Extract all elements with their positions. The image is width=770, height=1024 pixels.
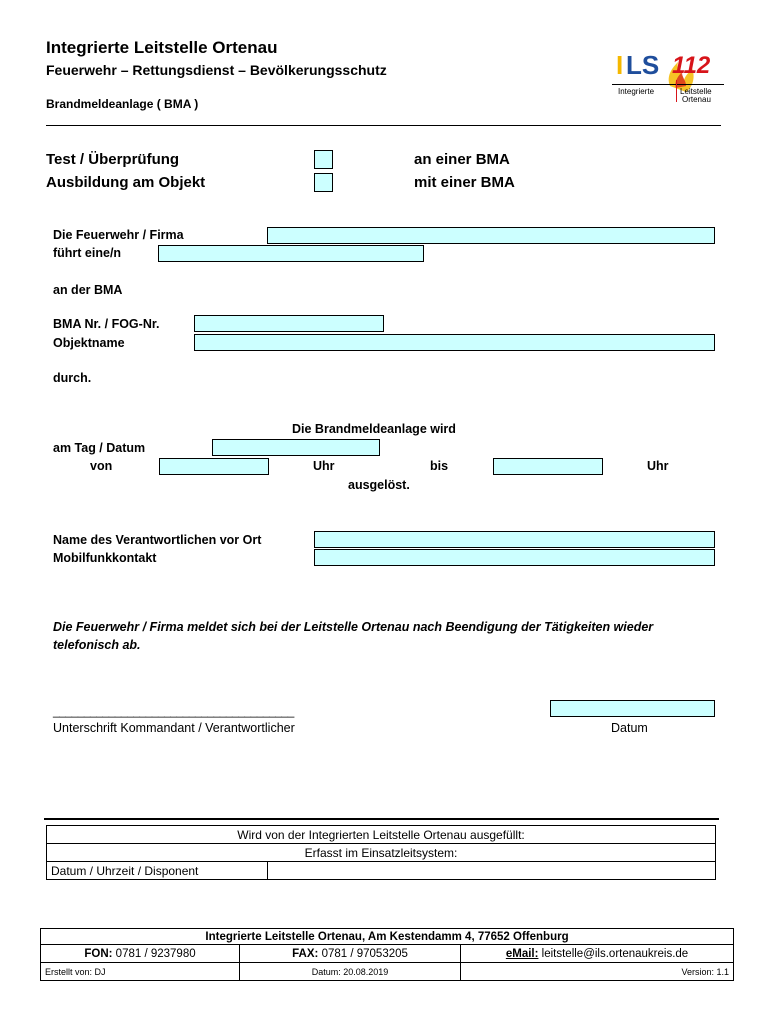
feuerwehr-firma-label: Die Feuerwehr / Firma (53, 228, 184, 242)
notice-text: Die Feuerwehr / Firma meldet sich bei der Leitstelle Ortenau nach Beendigung der Tätigkeiten wieder telefonisch ab. (53, 620, 654, 652)
option-test-label: Test / Überprüfung (46, 151, 180, 168)
footer-fax (240, 945, 461, 963)
option-training-checkbox[interactable] (314, 173, 333, 192)
bis-field[interactable] (493, 458, 603, 475)
footer-email-value[interactable]: leitstelle@ils.ortenaukreis.de (538, 947, 689, 960)
office-divider (44, 818, 719, 820)
date-field[interactable] (550, 700, 715, 717)
bis-label: bis (430, 459, 449, 473)
footer-table (40, 928, 734, 981)
page-subtitle: Feuerwehr – Rettungsdienst – Bevölkerungsschutz (46, 62, 387, 78)
durch-label: durch. (53, 371, 92, 385)
footer-date: Datum: 20.08.2019 (240, 963, 461, 981)
option-test-checkbox[interactable] (314, 150, 333, 169)
logo-caption-left: Integrierte (618, 87, 655, 96)
logo-112: 112 (672, 52, 711, 79)
office-row-2: Erfasst im Einsatzleitsystem: (47, 844, 716, 862)
uhr-label-2: Uhr (647, 459, 669, 473)
logo-caption-right-2: Ortenau (682, 95, 711, 104)
fuehrt-label: führt eine/n (53, 246, 122, 260)
office-row-1: Wird von der Integrierten Leitstelle Ortenau ausgefüllt: (47, 826, 716, 844)
verantwortlich-field[interactable] (314, 531, 715, 548)
signature-line: _______________________________________ (53, 704, 294, 718)
mobil-label: Mobilfunkkontakt (53, 551, 157, 565)
bma-nr-label: BMA Nr. / FOG-Nr. (53, 317, 160, 331)
signature-label: Unterschrift Kommandant / Verantwortlicher (53, 721, 295, 735)
uhr-label-1: Uhr (313, 459, 335, 473)
footer-fax-value: 0781 / 97053205 (318, 947, 408, 960)
footer-version: Version: 1.1 (461, 963, 734, 981)
an-der-bma-label: an der BMA (53, 283, 123, 297)
feuerwehr-firma-field[interactable] (267, 227, 715, 244)
von-label: von (90, 459, 113, 473)
logo-i: I (616, 50, 624, 80)
bma-wird-label: Die Brandmeldeanlage wird (292, 422, 456, 436)
footer-email (461, 945, 734, 963)
mobil-field[interactable] (314, 549, 715, 566)
objektname-label: Objektname (53, 336, 125, 350)
date-label: Datum (611, 721, 648, 735)
option-test-suffix: an einer BMA (414, 151, 510, 168)
von-field[interactable] (159, 458, 269, 475)
office-row-3-label: Datum / Uhrzeit / Disponent (47, 862, 268, 880)
footer-created: Erstellt von: DJ (41, 963, 240, 981)
objektname-field[interactable] (194, 334, 715, 351)
bma-nr-field[interactable] (194, 315, 384, 332)
datum-label: am Tag / Datum (53, 441, 146, 455)
logo-ls: LS (626, 50, 660, 80)
footer-address: Integrierte Leitstelle Ortenau, Am Kestendamm 4, 77652 Offenburg (41, 929, 734, 945)
footer-fax-label: FAX: (292, 947, 319, 960)
footer-fon-label: FON: (84, 947, 113, 960)
ils-112-logo (612, 44, 724, 106)
office-row-3-value[interactable] (268, 862, 716, 880)
footer-fon-value: 0781 / 9237980 (112, 947, 196, 960)
logo-caption-right-1: Leitstelle (680, 87, 712, 96)
office-table (46, 825, 716, 880)
option-training-label: Ausbildung am Objekt (46, 174, 206, 191)
header-divider (46, 125, 721, 126)
verantwortlich-label: Name des Verantwortlichen vor Ort (53, 533, 262, 547)
footer-email-label: eMail: (505, 947, 539, 960)
footer-fon (41, 945, 240, 963)
ausgeloest-label: ausgelöst. (348, 478, 410, 492)
option-training-suffix: mit einer BMA (414, 174, 515, 191)
datum-field[interactable] (212, 439, 380, 456)
section-title: Brandmeldeanlage ( BMA ) (46, 97, 199, 111)
page-title: Integrierte Leitstelle Ortenau (46, 38, 278, 57)
fuehrt-field[interactable] (158, 245, 424, 262)
